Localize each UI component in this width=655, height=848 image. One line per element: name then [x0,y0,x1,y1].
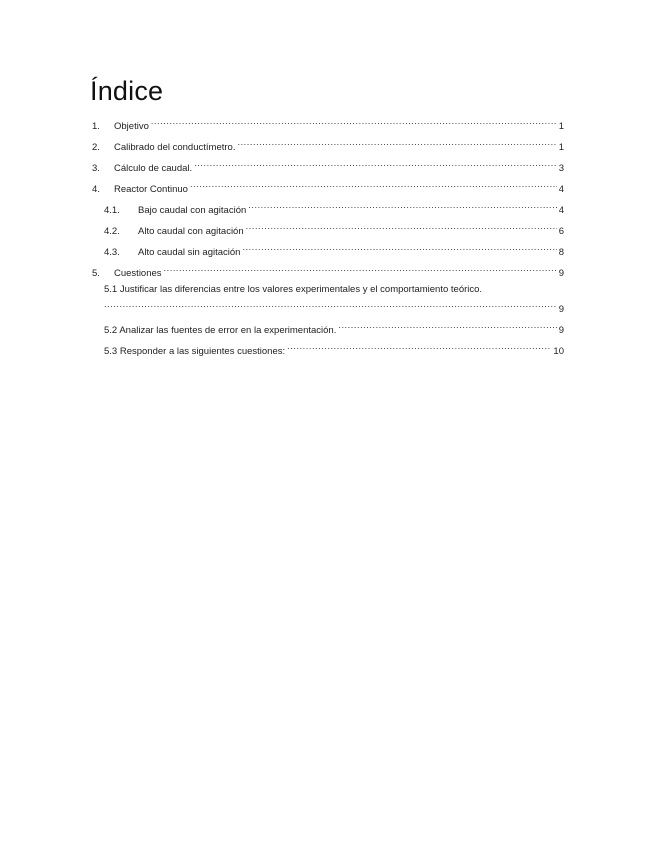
toc-entry-number: 5. [92,268,100,279]
toc-entry-number: 4.3. [104,247,120,258]
toc-leader-dots [248,201,556,213]
toc-entry-label: 5.1 Justificar las diferencias entre los valores experimentales y el comportamiento teórico. [104,284,483,295]
toc-entry-label: Cálculo de caudal. [114,163,193,174]
toc-entry-label: Reactor Continuo [114,184,188,195]
toc-entry-5-2[interactable] [104,321,564,337]
toc-entry-number: 4. [92,184,100,195]
toc-entry-label: Alto caudal sin agitación [138,247,241,258]
toc-leader-dots [237,138,556,150]
toc-entry-5-1-leader-line[interactable] [104,300,564,316]
toc-entry-page: 4 [558,205,564,216]
toc-entry-page: 1 [558,121,564,132]
toc-entry-calculo-caudal[interactable] [92,159,564,175]
toc-entry-page: 3 [558,163,564,174]
toc-entry-label: 5.3 Responder a las siguientes cuestiones: [104,346,286,357]
toc-entry-label: 5.2 Analizar las fuentes de error en la experimentación. [104,325,337,336]
toc-entry-label: Calibrado del conductímetro. [114,142,236,153]
toc-entry-page: 4 [558,184,564,195]
toc-entry-label: Bajo caudal con agitación [138,205,247,216]
toc-entry-label: Alto caudal con agitación [138,226,244,237]
toc-entry-reactor-continuo[interactable] [92,180,564,196]
toc-entry-label: Objetivo [114,121,149,132]
toc-entry-objetivo[interactable] [92,117,564,133]
toc-entry-page: 9 [558,268,564,279]
toc-entry-alto-caudal-agitacion[interactable] [104,222,564,238]
toc-entry-page: 9 [558,325,564,336]
toc-leader-dots [151,117,557,129]
toc-entry-page: 10 [553,346,564,357]
toc-title: Índice [90,76,164,106]
toc-entry-calibrado[interactable] [92,138,564,154]
toc-leader-dots [242,243,556,255]
toc-entry-page: 6 [558,226,564,237]
toc-entry-cuestiones[interactable] [92,264,564,280]
toc-leader-dots [338,321,556,333]
toc-entry-number: 2. [92,142,100,153]
toc-entry-5-3[interactable] [104,342,564,358]
toc-leader-dots [190,180,557,192]
toc-entry-page: 8 [558,247,564,258]
toc-entry-number: 1. [92,121,100,132]
toc-entry-5-1-label-line[interactable] [104,284,564,296]
toc-leader-dots [246,222,557,234]
toc-entry-bajo-caudal[interactable] [104,201,564,217]
toc-entry-alto-caudal-sin-agitacion[interactable] [104,243,564,259]
toc-entry-label: Cuestiones [114,268,162,279]
toc-leader-dots [164,264,557,276]
toc-entry-number: 4.2. [104,226,120,237]
toc-leader-dots [194,159,557,171]
toc-leader-dots [287,342,551,354]
toc-leader-dots [104,300,557,312]
toc-entry-page: 9 [558,304,564,315]
toc-entry-page: 1 [558,142,564,153]
toc-entry-number: 3. [92,163,100,174]
toc-entry-number: 4.1. [104,205,120,216]
